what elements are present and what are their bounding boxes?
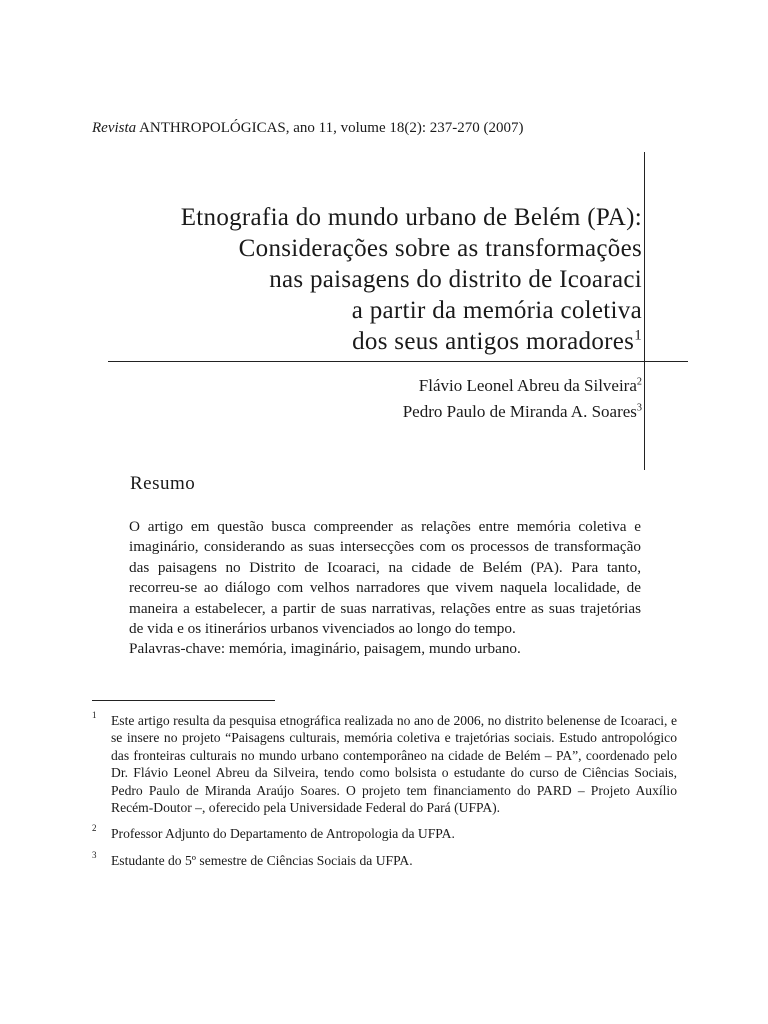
author-footnote-mark[interactable]: 2	[636, 376, 642, 388]
footnotes	[92, 712, 677, 878]
author-name: Pedro Paulo de Miranda A. Soares	[402, 402, 637, 421]
journal-citation-italic: Revista	[92, 120, 137, 136]
title-line: Considerações sobre as transformações	[238, 235, 642, 262]
footnote-number: 3	[92, 849, 97, 860]
footnote	[92, 825, 677, 842]
footnote-number: 1	[92, 710, 97, 720]
footnote-separator	[92, 700, 275, 701]
title-line: Etnografia do mundo urbano de Belém (PA):	[180, 204, 642, 231]
abstract-body	[129, 517, 641, 660]
title-line: a partir da memória coletiva	[351, 297, 642, 324]
footnote-text: Estudante do 5º semestre de Ciências Sociais da UFPA.	[111, 852, 413, 868]
footnote-text: Este artigo resulta da pesquisa etnográfica realizada no ano de 2006, no distrito belenense de Icoaraci, e se insere no projeto “Paisagens culturais, memória coletiva e trajetórias sociais. Estudo antropológico das fronteiras culturais no mundo urbano contemporâneo na cidade de Belém – PA”, coordenado pelo Dr. Flávio Leonel Abreu da Silveira, tendo como bolsista o estudante do curso de Ciências Sociais, Pedro Paulo de Miranda Araújo Soares. O projeto tem financiamento do PARD – Projeto Auxílio Recém-Doutor –, oferecido pela Universidade Federal do Pará (UFPA).	[111, 713, 677, 816]
author-line	[403, 399, 642, 425]
article-title	[181, 202, 642, 357]
author-list	[403, 373, 642, 425]
footnote-text: Professor Adjunto do Departamento de Antropologia da UFPA.	[111, 826, 455, 842]
journal-citation	[92, 118, 524, 138]
vertical-rule	[644, 152, 645, 470]
abstract-text: O artigo em questão busca compreender as relações entre memória coletiva e imaginário, considerando as suas intersecções com os processos de transformação das paisagens no Distrito de Icoaraci, na cidade de Belém (PA). Para tanto, recorreu-se ao diálogo com velhos narradores que vivem naquela localidade, de maneira a estabelecer, a partir de suas narrativas, relações entre as suas trajetórias de vida e os itinerários urbanos vivenciados ao longo do tempo.	[129, 518, 641, 638]
abstract-heading: Resumo	[130, 473, 196, 494]
footnote	[92, 849, 677, 869]
author-footnote-mark[interactable]: 3	[636, 402, 642, 414]
journal-citation-rest: ANTHROPOLÓGICAS, ano 11, volume 18(2): 237-270 (2007)	[136, 120, 524, 136]
horizontal-rule	[108, 361, 688, 362]
author-line	[403, 373, 642, 399]
author-name: Flávio Leonel Abreu da Silveira	[418, 376, 637, 395]
abstract-keywords: Palavras-chave: memória, imaginário, paisagem, mundo urbano.	[129, 640, 521, 658]
title-line: nas paisagens do distrito de Icoaraci	[269, 266, 642, 293]
footnote-number: 2	[92, 823, 97, 834]
footnote	[92, 712, 677, 816]
title-footnote-mark[interactable]: 1	[634, 327, 642, 344]
title-line-last	[181, 326, 642, 357]
title-line: dos seus antigos moradores	[352, 328, 635, 355]
